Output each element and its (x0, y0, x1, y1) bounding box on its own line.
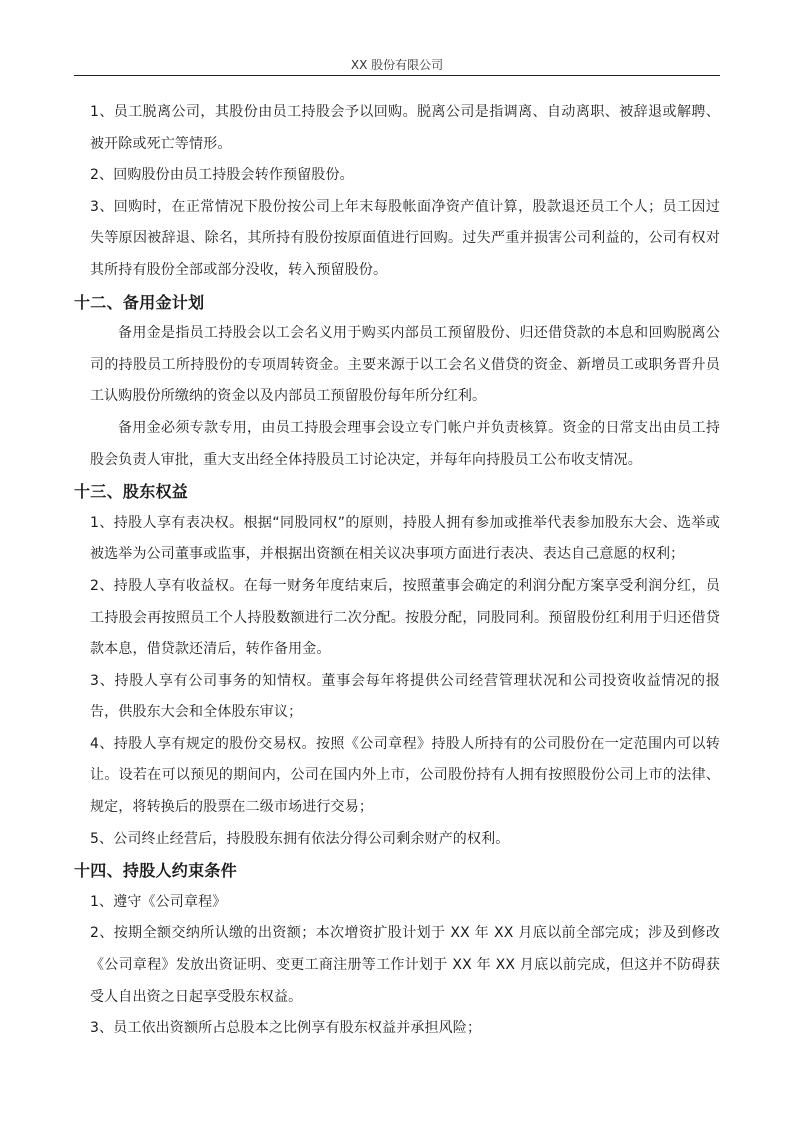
paragraph-risk-sharing: 3、员工依出资额所占总股本之比例享有股东权益并承担风险； (90, 1020, 482, 1037)
paragraph-reserve-fund-definition: 备用金是指员工持股会以工会名义用于购买内部员工预留股份、归还借贷款的本息和回购脱离公司的持股员工所持股份的专项周转资金。主要来源于以工会名义借贷的资金、新增员工或职务晋升员工认购股份所缴纳的资金以及内部员工预留股份每年所分红利。 (90, 325, 720, 405)
page-header: XX 股份有限公司 (350, 58, 444, 72)
section-heading-13: 十三、股东权益 (74, 482, 189, 502)
paragraph-residual-assets-right: 5、公司终止经营后，持股股东拥有依法分得公司剩余财产的权利。 (90, 830, 510, 847)
paragraph-buyback-reserve: 2、回购股份由员工持股会转作预留股份。 (90, 167, 354, 184)
header-divider (74, 75, 720, 76)
paragraph-reserve-fund-management: 备用金必须专款专用，由员工持股会理事会设立专门帐户并负责核算。资金的日常支出由员工持股会负责人审批，重大支出经全体持股员工讨论决定，并每年向持股员工公布收支情况。 (90, 419, 720, 468)
paragraph-information-right: 3、持股人享有公司事务的知情权。董事会每年将提供公司经营管理状况和公司投资收益情况的报告，供股东大会和全体股东审议； (90, 672, 720, 721)
paragraph-capital-contribution: 2、按期全额交纳所认缴的出资额；本次增资扩股计划于 XX 年 XX 月底以前全部完成；涉及到修改《公司章程》发放出资证明、变更工商注册等工作计划于 XX 年 XX 月底以前完成，但这并不防碍获受人自出资之日起享受股东权益。 (90, 925, 720, 1005)
document-body (74, 97, 720, 1045)
paragraph-trading-right: 4、持股人享有规定的股份交易权。按照《公司章程》持股人所持有的公司股份在一定范围内可以转让。设若在可以预见的期间内，公司在国内外上市，公司股份持有人拥有按照股份公司上市的法律、规定，将转换后的股票在二级市场进行交易； (90, 735, 720, 816)
paragraph-voting-right: 1、持股人享有表决权。根据“同股同权”的原则，持股人拥有参加或推举代表参加股东大会、选举或被选举为公司董事或监事，并根据出资额在相关议决事项方面进行表决、表达自己意愿的权利； (90, 514, 720, 563)
paragraph-departure-buyback: 1、员工脱离公司，其股份由员工持股会予以回购。脱离公司是指调离、自动离职、被辞退或解聘、被开除或死亡等情形。 (90, 104, 720, 152)
section-heading-12: 十二、备用金计划 (74, 292, 205, 312)
section-heading-14: 十四、持股人约束条件 (74, 861, 238, 881)
paragraph-buyback-price: 3、回购时，在正常情况下股份按公司上年末每股帐面净资产值计算，股款退还员工个人；员工因过失等原因被辞退、除名，其所持有股份按原面值进行回购。过失严重并损害公司利益的，公司有权对其所持有股份全部或部分没收，转入预留股份。 (90, 198, 720, 278)
paragraph-comply-articles: 1、遵守《公司章程》 (90, 893, 227, 910)
paragraph-income-right: 2、持股人享有收益权。在每一财务年度结束后，按照董事会确定的利润分配方案享受利润分红，员工持股会再按照员工个人持股数额进行二次分配。按股分配，同股同利。预留股份红利用于归还借贷款本息，借贷款还清后，转作备用金。 (90, 577, 720, 658)
